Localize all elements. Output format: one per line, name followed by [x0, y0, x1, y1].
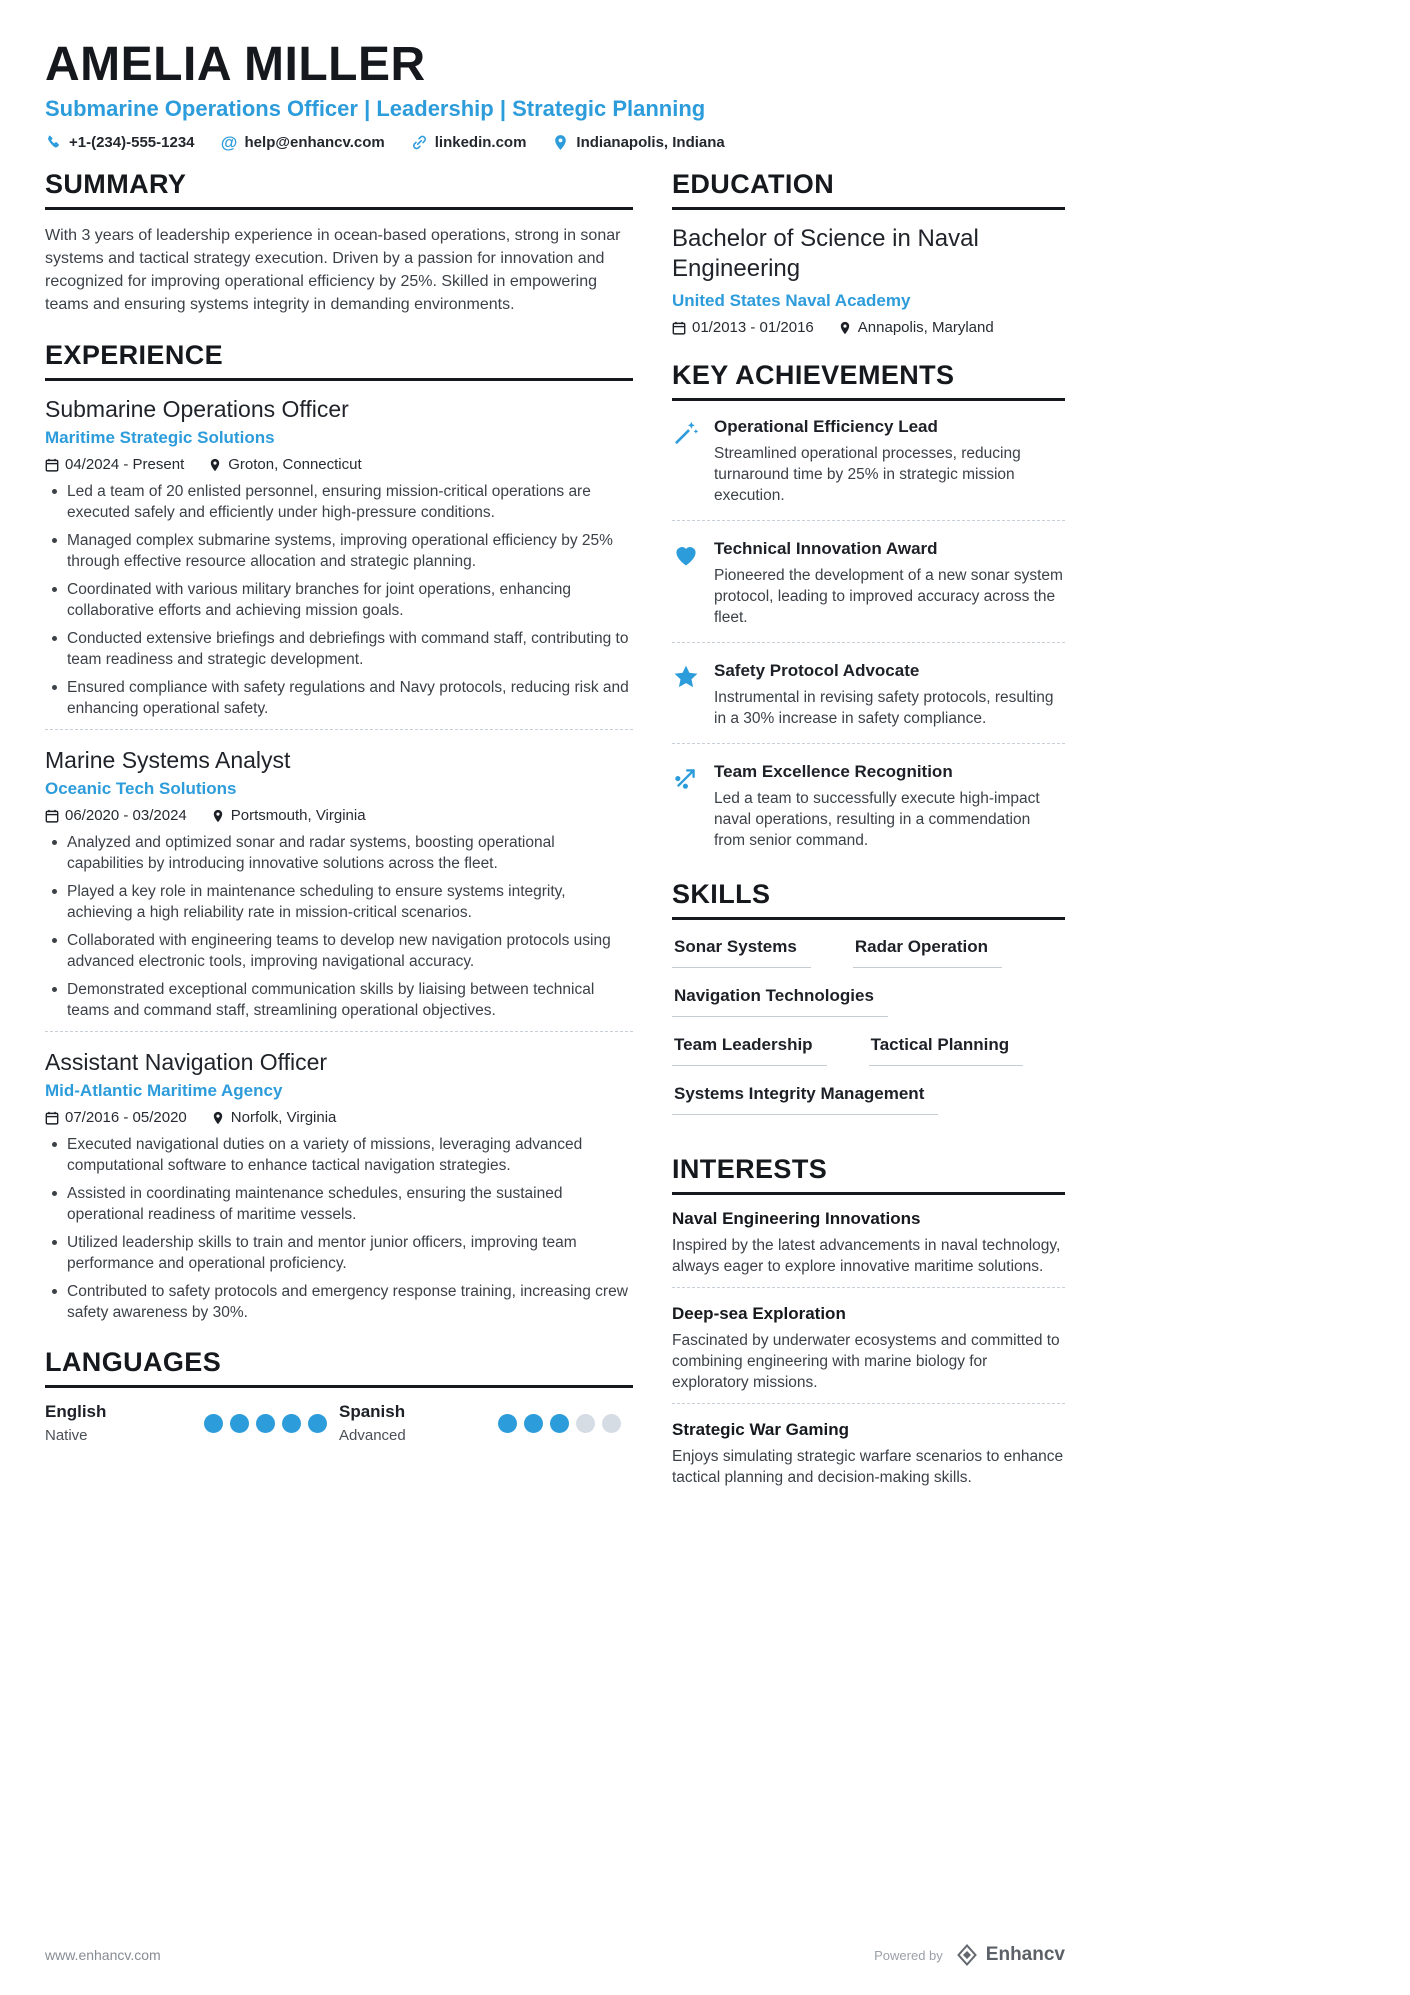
- divider: [672, 520, 1065, 521]
- bullet-item: Contributed to safety protocols and emergency response training, increasing crew safety awareness by 30%.: [45, 1281, 633, 1323]
- link-icon: [411, 134, 428, 151]
- contact-row: [45, 134, 1065, 151]
- heart-icon: [672, 541, 700, 569]
- skills-heading: SKILLS: [672, 879, 1065, 920]
- contact-location-text: Indianapolis, Indiana: [576, 134, 725, 151]
- calendar-icon: [45, 1111, 59, 1125]
- section-skills: [672, 879, 1065, 1130]
- proficiency-dot-filled: [308, 1414, 327, 1433]
- enhancv-site-link[interactable]: www.enhancv.com: [45, 1947, 161, 1963]
- achievement-title: Operational Efficiency Lead: [714, 417, 938, 436]
- pin-icon: [211, 809, 225, 823]
- languages-grid: [45, 1402, 633, 1444]
- summary-text: With 3 years of leadership experience in ocean-based operations, strong in sonar systems and tactical strategy execution. Driven by a passion for innovation and recognized for improving operational efficiency by 25%. Skilled in empowering teams and ensuring systems integrity in demanding environments.: [45, 227, 621, 313]
- calendar-icon: [45, 458, 59, 472]
- proficiency-dot-filled: [524, 1414, 543, 1433]
- job-dates-text: 06/2020 - 03/2024: [65, 807, 187, 824]
- right-column: [672, 169, 1065, 1512]
- job-location-text: Portsmouth, Virginia: [230, 807, 366, 824]
- pin-icon: [838, 321, 852, 335]
- achievement-title: Technical Innovation Award: [714, 539, 938, 558]
- language-proficiency-dots: [498, 1414, 621, 1433]
- section-languages: [45, 1347, 633, 1444]
- interest-title: Strategic War Gaming: [672, 1420, 849, 1439]
- achievements-heading: KEY ACHIEVEMENTS: [672, 360, 1065, 401]
- language-item: [45, 1402, 327, 1444]
- contact-phone: [45, 134, 195, 151]
- experience-entry: [45, 746, 633, 1021]
- interest-item: [672, 1209, 1065, 1277]
- education-location: [838, 319, 994, 336]
- job-company: Maritime Strategic Solutions: [45, 428, 275, 447]
- language-level: Advanced: [339, 1427, 406, 1444]
- proficiency-dot-filled: [204, 1414, 223, 1433]
- job-bullets: [45, 481, 633, 719]
- skill-tag: Tactical Planning: [869, 1032, 1024, 1066]
- interest-text: Fascinated by underwater ecosystems and committed to combining engineering with marine biology for exploratory missions.: [672, 1332, 1060, 1391]
- bullet-item: Demonstrated exceptional communication skills by liaising between technical teams and command staff, streamlining operational objectives.: [45, 979, 633, 1021]
- education-dates: [672, 319, 814, 336]
- job-bullets: [45, 1134, 633, 1323]
- job-meta-row: [45, 807, 633, 824]
- proficiency-dot-filled: [256, 1414, 275, 1433]
- achievement-text: Led a team to successfully execute high-impact naval operations, resulting in a commendation from senior command.: [714, 790, 1040, 849]
- bullet-item: Executed navigational duties on a variety of missions, leveraging advanced computational software to enhance tactical navigation strategies.: [45, 1134, 633, 1176]
- proficiency-dot-filled: [230, 1414, 249, 1433]
- bullet-item: Conducted extensive briefings and debriefings with command staff, contributing to team readiness and strategic development.: [45, 628, 633, 670]
- job-location-text: Groton, Connecticut: [228, 456, 362, 473]
- bullet-item: Collaborated with engineering teams to develop new navigation protocols using advanced electronic tools, improving navigational accuracy.: [45, 930, 633, 972]
- divider: [45, 729, 633, 730]
- skill-tag: Systems Integrity Management: [672, 1081, 938, 1115]
- proficiency-dot-filled: [282, 1414, 301, 1433]
- section-education: [672, 169, 1065, 336]
- languages-heading: LANGUAGES: [45, 1347, 633, 1388]
- interest-item: [672, 1304, 1065, 1393]
- education-location-text: Annapolis, Maryland: [857, 319, 994, 336]
- education-dates-text: 01/2013 - 01/2016: [692, 319, 814, 336]
- star-icon: [672, 663, 700, 691]
- contact-location: [552, 134, 724, 151]
- bullet-item: Assisted in coordinating maintenance schedules, ensuring the sustained operational readiness of maritime vessels.: [45, 1183, 633, 1225]
- summary-heading: SUMMARY: [45, 169, 633, 210]
- left-column: [45, 169, 633, 1512]
- job-company: Oceanic Tech Solutions: [45, 779, 237, 798]
- language-name: Spanish: [339, 1402, 406, 1421]
- skill-tag: Radar Operation: [853, 934, 1002, 968]
- school-name: United States Naval Academy: [672, 291, 911, 310]
- language-proficiency-dots: [204, 1414, 327, 1433]
- job-bullets: [45, 832, 633, 1021]
- language-item: [339, 1402, 621, 1444]
- job-dates-text: 04/2024 - Present: [65, 456, 185, 473]
- job-meta-row: [45, 456, 633, 473]
- divider: [672, 1403, 1065, 1404]
- interests-heading: INTERESTS: [672, 1154, 1065, 1195]
- enhancv-brand-name: Enhancv: [985, 1944, 1065, 1965]
- job-location: [211, 1109, 337, 1126]
- job-dates: [45, 456, 184, 473]
- achievement-item: [672, 415, 1065, 510]
- job-title: Assistant Navigation Officer: [45, 1049, 328, 1075]
- bullet-item: Utilized leadership skills to train and mentor junior officers, improving team performance and operational proficiency.: [45, 1232, 633, 1274]
- proficiency-dot-filled: [550, 1414, 569, 1433]
- proficiency-dot-empty: [602, 1414, 621, 1433]
- skill-tag: Team Leadership: [672, 1032, 827, 1066]
- achievement-text: Streamlined operational processes, reducing turnaround time by 25% in strategic mission execution.: [714, 445, 1021, 504]
- bullet-item: Played a key role in maintenance scheduling to ensure systems integrity, achieving a high reliability rate in mission-critical scenarios.: [45, 881, 633, 923]
- education-heading: EDUCATION: [672, 169, 1065, 210]
- language-name: English: [45, 1402, 107, 1421]
- powered-by-label: Powered by: [874, 1947, 943, 1963]
- interest-text: Inspired by the latest advancements in naval technology, always eager to explore innovative maritime solutions.: [672, 1237, 1061, 1275]
- interest-text: Enjoys simulating strategic warfare scenarios to enhance tactical planning and decision-making skills.: [672, 1448, 1064, 1486]
- job-meta-row: [45, 1109, 633, 1126]
- enhancv-logo-icon: [955, 1943, 979, 1967]
- section-achievements: [672, 360, 1065, 855]
- divider: [672, 743, 1065, 744]
- contact-link[interactable]: [411, 134, 527, 151]
- skills-list: [672, 934, 1065, 1130]
- contact-email-text[interactable]: help@enhancv.com: [244, 134, 385, 151]
- interest-item: [672, 1420, 1065, 1488]
- achievement-item: [672, 659, 1065, 733]
- section-summary: [45, 169, 633, 316]
- achievement-text: Instrumental in revising safety protocols, resulting in a 30% increase in safety compliance.: [714, 689, 1054, 727]
- job-title: Submarine Operations Officer: [45, 396, 349, 422]
- divider: [672, 1287, 1065, 1288]
- education-meta-row: [672, 319, 1065, 336]
- interest-title: Deep-sea Exploration: [672, 1304, 846, 1323]
- job-title: Marine Systems Analyst: [45, 747, 291, 773]
- resume-header: [45, 40, 1065, 151]
- contact-email[interactable]: [221, 134, 385, 151]
- experience-entry: [45, 395, 633, 719]
- bullet-item: Led a team of 20 enlisted personnel, ensuring mission-critical operations are executed safely and efficiently under high-pressure conditions.: [45, 481, 633, 523]
- job-location: [211, 807, 366, 824]
- bullet-item: Coordinated with various military branches for joint operations, enhancing collaborative efforts and achieving mission goals.: [45, 579, 633, 621]
- bullet-item: Managed complex submarine systems, improving operational efficiency by 25% through effective resource allocation and strategic planning.: [45, 530, 633, 572]
- candidate-name: AMELIA MILLER: [45, 38, 426, 91]
- email-icon: @: [220, 133, 238, 152]
- achievement-title: Team Excellence Recognition: [714, 762, 953, 781]
- job-dates: [45, 807, 187, 824]
- experience-entry: [45, 1048, 633, 1323]
- divider: [672, 642, 1065, 643]
- phone-icon: [45, 134, 62, 151]
- job-location-text: Norfolk, Virginia: [230, 1109, 337, 1126]
- experience-heading: EXPERIENCE: [45, 340, 633, 381]
- interest-title: Naval Engineering Innovations: [672, 1209, 921, 1228]
- pin-icon: [208, 458, 222, 472]
- bullet-item: Analyzed and optimized sonar and radar systems, boosting operational capabilities by introducing innovative solutions across the fleet.: [45, 832, 633, 874]
- pin-icon: [211, 1111, 225, 1125]
- job-company: Mid-Atlantic Maritime Agency: [45, 1081, 283, 1100]
- proficiency-dot-empty: [576, 1414, 595, 1433]
- job-dates-text: 07/2016 - 05/2020: [65, 1109, 187, 1126]
- page-footer: [45, 1943, 1065, 1967]
- skill-tag: Sonar Systems: [672, 934, 811, 968]
- share-icon: [672, 764, 700, 792]
- contact-phone-text: +1-(234)-555-1234: [69, 134, 195, 151]
- powered-by-group: [874, 1943, 1065, 1967]
- language-level: Native: [45, 1427, 88, 1444]
- achievement-item: [672, 760, 1065, 855]
- achievement-item: [672, 537, 1065, 632]
- achievement-title: Safety Protocol Advocate: [714, 661, 920, 680]
- bullet-item: Ensured compliance with safety regulations and Navy protocols, reducing risk and enhancing operational safety.: [45, 677, 633, 719]
- degree-title: Bachelor of Science in Naval Engineering: [672, 225, 979, 282]
- job-dates: [45, 1109, 187, 1126]
- wand-icon: [672, 419, 700, 447]
- calendar-icon: [45, 809, 59, 823]
- proficiency-dot-filled: [498, 1414, 517, 1433]
- section-interests: [672, 1154, 1065, 1488]
- achievement-text: Pioneered the development of a new sonar system protocol, leading to improved accuracy across the fleet.: [714, 567, 1063, 626]
- calendar-icon: [672, 321, 686, 335]
- divider: [45, 1031, 633, 1032]
- section-experience: [45, 340, 633, 1323]
- skill-tag: Navigation Technologies: [672, 983, 888, 1017]
- enhancv-brand[interactable]: [955, 1943, 1065, 1967]
- resume-columns: [45, 169, 1065, 1512]
- candidate-headline: Submarine Operations Officer | Leadership | Strategic Planning: [45, 96, 706, 121]
- contact-link-text[interactable]: linkedin.com: [434, 134, 527, 151]
- job-location: [208, 456, 361, 473]
- location-pin-icon: [552, 134, 569, 151]
